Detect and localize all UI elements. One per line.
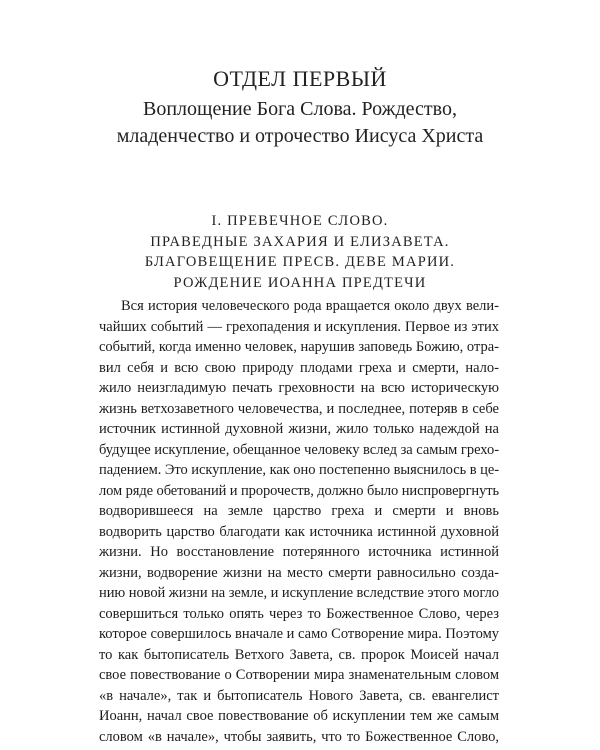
section-subtitle-line: младенчество и отрочество Иисуса Христа	[116, 125, 484, 147]
chapter-title-line: ПРАВЕДНЫЕ ЗАХАРИЯ И ЕЛИЗАВЕТА.	[150, 233, 450, 250]
body-line: падением. Это искупление, как оно постепенно выяснилось в це-	[99, 462, 500, 478]
body-line: которое совершилось вначале и само Сотворение мира. Поэтому	[99, 626, 499, 642]
body-line: жизнь ветхозаветного человечества, и последнее, потеряв в себе	[99, 400, 499, 417]
chapter-title	[80, 211, 520, 293]
section-heading: ОТДЕЛ ПЕРВЫЙ	[213, 66, 387, 91]
body-line: источник истинной духовной жизни, жило только надеждой на	[99, 421, 499, 437]
chapter-title-line: РОЖДЕНИЕ ИОАННА ПРЕДТЕЧИ	[173, 274, 427, 291]
body-line: будущее искупление, обещанное человеку вслед за самым грехо-	[99, 441, 499, 458]
body-line: событий, когда именно человек, нарушив заповедь Божию, отра-	[99, 339, 499, 355]
body-line: вил себя и всю свою природу плодами греха и смерти, нало-	[99, 359, 499, 376]
body-line: чайших событий — грехопадения и искупления. Первое из этих	[99, 318, 499, 335]
section-subtitle-line: Воплощение Бога Слова. Рождество,	[143, 98, 457, 120]
body-line: жило неизгладимую печать греховности на всю историческую	[99, 380, 499, 396]
body-line: жизни, водворение жизни на место смерти равносильно созда-	[99, 564, 499, 581]
chapter-title-line: БЛАГОВЕЩЕНИЕ ПРЕСВ. ДЕВЕ МАРИИ.	[144, 254, 456, 270]
body-line: словом «в начале», чтобы заявить, что то Божественное Слово,	[99, 728, 499, 745]
body-line: жизни. Но восстановление потерянного источника истинной	[99, 544, 499, 560]
body-line: лом ряде обетований и пророчеств, должно было ниспровергнуть	[99, 482, 500, 499]
body-line: Вся история человеческого рода вращается около двух вели-	[121, 298, 499, 314]
body-line: свое повествование о Сотворении мира знаменательным словом	[99, 667, 499, 683]
chapter-title-line: I. ПРЕВЕЧНОЕ СЛОВО.	[211, 213, 389, 229]
section-subtitle	[60, 96, 540, 150]
body-line: нию новой жизни на земле, и искупление вследствие этого могло	[99, 585, 500, 601]
body-line: совершиться только опять через то Божественное Слово, через	[99, 605, 499, 622]
body-paragraph	[99, 296, 499, 747]
body-line: то как бытописатель Ветхого Завета, св. пророк Моисей начал	[99, 646, 499, 663]
body-line: Иоанн, начал свое повествование об искуплении тем же самым	[99, 708, 499, 724]
body-line: «в начале», так и бытописатель Нового Завета, св. евангелист	[99, 687, 499, 704]
body-line: водворившееся на земле царство греха и смерти и вновь	[99, 503, 499, 519]
body-line: водворить царство благодати как источника истинной духовной	[99, 523, 499, 540]
